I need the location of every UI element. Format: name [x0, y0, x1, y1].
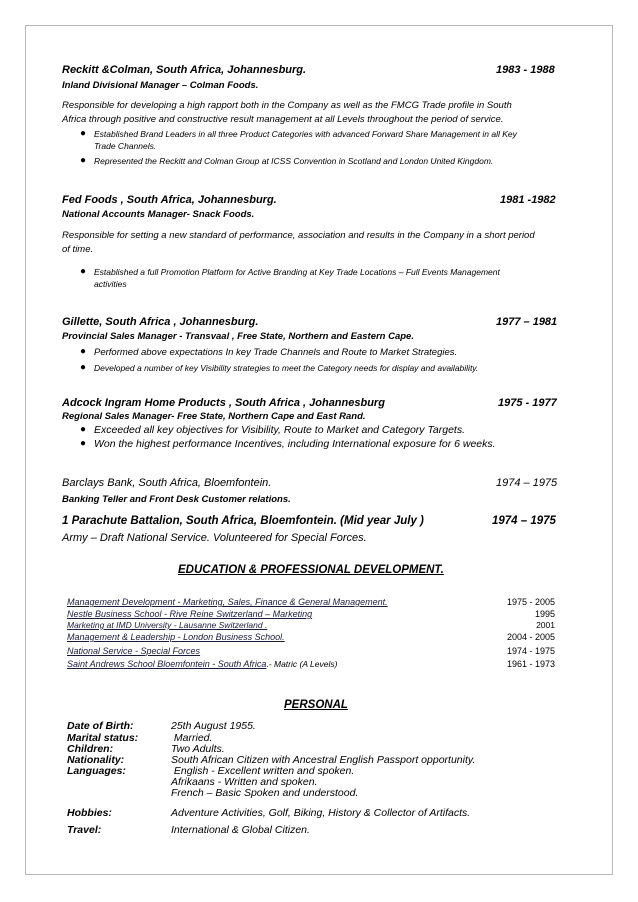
bullet-icon: ● [80, 266, 87, 277]
job-title: National Accounts Manager- Snack Foods. [62, 209, 255, 220]
education-row: Management & Leadership - London Business School. 2004 - 2005 [67, 632, 555, 642]
job-title: Inland Divisional Manager – Colman Foods. [62, 80, 259, 91]
education-row: National Service - Special Forces 1974 - 1975 [67, 646, 555, 656]
job-title: Regional Sales Manager- Free State, Northern Cape and East Rand. [62, 411, 366, 422]
personal-row: Children: Two Adults. [67, 743, 225, 755]
job-title: Army – Draft National Service. Volunteered for Special Forces. [62, 532, 367, 544]
job-responsibility: Responsible for developing a high rapport both in the Company as well as the FMCG Trade profile in South Africa through positive and constructive result management at all Levels throughout the period of service. [62, 100, 512, 125]
personal-row: Marital status: Married. [67, 732, 213, 744]
job-company: 1 Parachute Battalion, South Africa, Bloemfontein. (Mid year July ) [62, 515, 424, 527]
job-dates: 1981 -1982 [500, 194, 556, 206]
bullet-icon: ● [80, 155, 87, 166]
bullet-item: ● Represented the Reckitt and Colman Group at ICSS Convention in Scotland and London United Kingdom. [80, 155, 494, 166]
personal-row: Languages: English - Excellent written and spoken. [67, 765, 355, 777]
job-company: Fed Foods , South Africa, Johannesburg. [62, 194, 277, 206]
job-company: Gillette, South Africa , Johannesburg. [62, 316, 259, 328]
bullet-item: ● Established a full Promotion Platform for Active Branding at Key Trade Locations – Full Events Management activities [80, 266, 500, 289]
education-row: Management Development - Marketing, Sales, Finance & General Management. 1975 - 2005 [67, 597, 555, 607]
personal-row: Afrikaans - Written and spoken. [171, 776, 318, 788]
education-row: Marketing at IMD University - Lausanne Switzerland . 2001 [67, 620, 555, 630]
bullet-icon: ● [80, 438, 87, 449]
bullet-item: ● Performed above expectations In key Trade Channels and Route to Market Strategies. [80, 346, 458, 358]
personal-row: Hobbies: Adventure Activities, Golf, Biking, History & Collector of Artifacts. [67, 807, 471, 819]
bullet-item: ● Exceeded all key objectives for Visibility, Route to Market and Category Targets. [80, 424, 465, 436]
bullet-icon: ● [80, 128, 87, 139]
personal-row: Nationality: South African Citizen with Ancestral English Passport opportunity. [67, 754, 476, 766]
personal-row: Date of Birth: 25th August 1955. [67, 720, 256, 732]
education-row: Saint Andrews School Bloemfontein - South Africa.- Matric (A Levels) 1961 - 1973 [67, 659, 555, 669]
job-dates: 1975 - 1977 [498, 397, 557, 409]
job-title: Provincial Sales Manager - Transvaal , Free State, Northern and Eastern Cape. [62, 331, 414, 342]
bullet-icon: ● [80, 424, 87, 435]
bullet-icon: ● [80, 362, 87, 373]
education-heading: EDUCATION & PROFESSIONAL DEVELOPMENT. [178, 564, 444, 576]
personal-heading: PERSONAL [284, 699, 348, 711]
job-title: Banking Teller and Front Desk Customer relations. [62, 494, 291, 505]
job-dates: 1983 - 1988 [496, 64, 555, 76]
bullet-item: ● Established Brand Leaders in all three Product Categories with advanced Forward Share Management in all Key Trade Channels. [80, 128, 517, 151]
bullet-item: ● Developed a number of key Visibility strategies to meet the Category needs for display and availability. [80, 362, 479, 373]
job-dates: 1977 – 1981 [496, 316, 558, 328]
education-row: Nestle Business School - Rive Reine Switzerland – Marketing 1995 [67, 609, 555, 619]
job-company: Reckitt &Colman, South Africa, Johannesburg. [62, 64, 307, 76]
bullet-icon: ● [80, 346, 87, 357]
job-company: Barclays Bank, South Africa, Bloemfontein. [62, 477, 272, 489]
personal-row: Travel: International & Global Citizen. [67, 824, 310, 836]
job-dates: 1974 – 1975 [496, 477, 558, 489]
job-responsibility: Responsible for setting a new standard of performance, association and results in the Company in a short period of time. [62, 230, 535, 255]
personal-row: French – Basic Spoken and understood. [171, 787, 359, 799]
job-company: Adcock Ingram Home Products , South Africa , Johannesburg [62, 397, 385, 409]
bullet-item: ● Won the highest performance Incentives, including International exposure for 6 weeks. [80, 438, 496, 450]
job-dates: 1974 – 1975 [492, 515, 556, 527]
